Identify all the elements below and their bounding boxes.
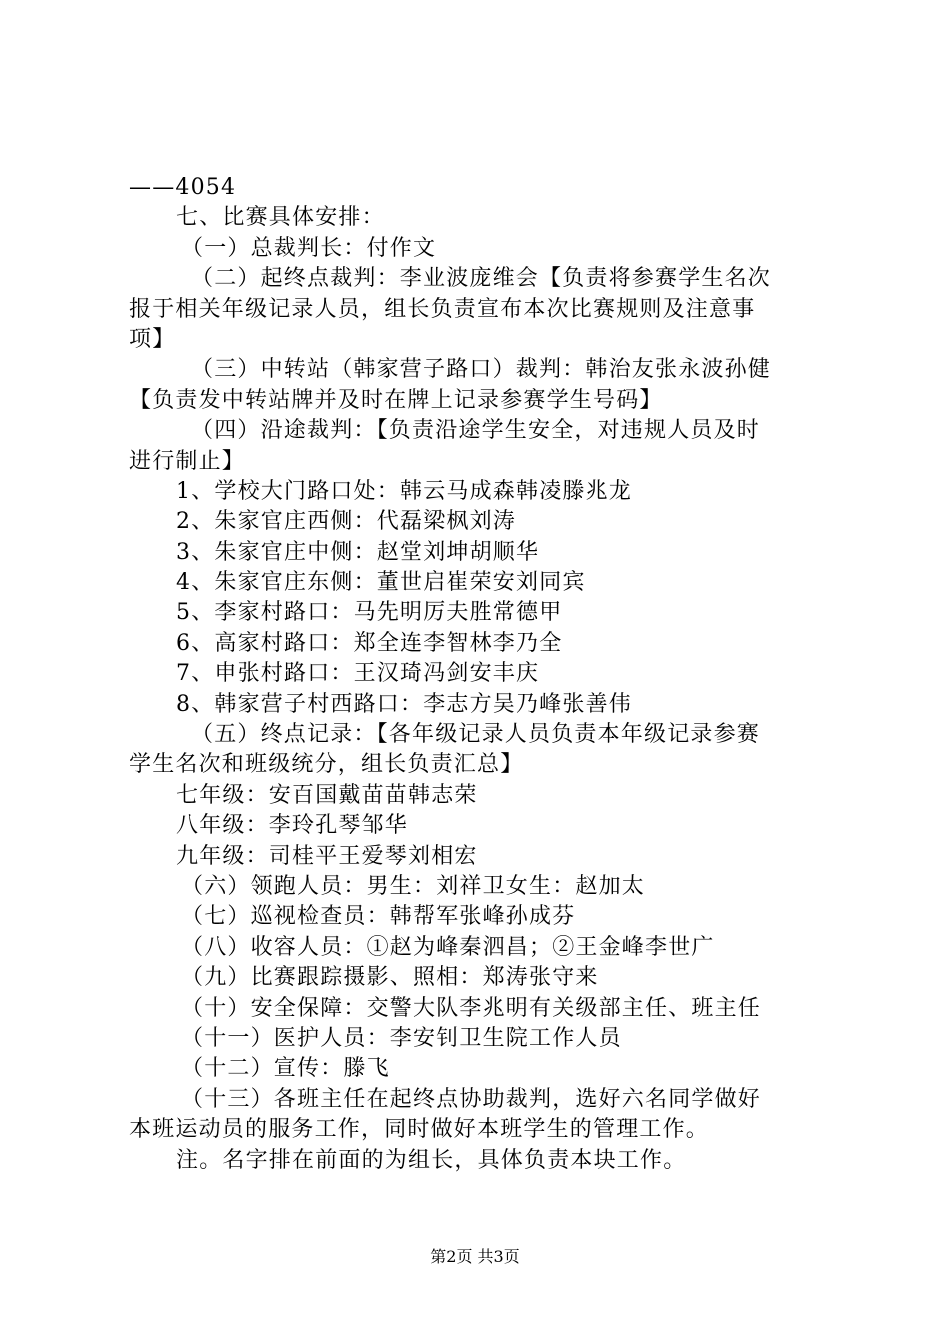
section-heading: 七、比赛具体安排： <box>176 205 385 231</box>
text-line: 报于相关年级记录人员，组长负责宣布本次比赛规则及注意事 <box>129 296 756 322</box>
text-line: 【负责发中转站牌并及时在牌上记录参赛学生号码】 <box>129 387 663 413</box>
list-item: 7、申张村路口：王汉琦冯剑安丰庆 <box>176 661 540 687</box>
list-item: 九年级：司桂平王爱琴刘相宏 <box>176 843 478 869</box>
text-line: （三）中转站（韩家营子路口）裁判：韩治友张永波孙健 <box>191 357 772 383</box>
text-line: （六）领跑人员：男生：刘祥卫女生：赵加太 <box>181 873 646 899</box>
list-item: 4、朱家官庄东侧：董世启崔荣安刘同宾 <box>176 570 586 596</box>
note-line: 注。名字排在前面的为组长，具体负责本块工作。 <box>176 1147 687 1173</box>
text-line: （十三）各班主任在起终点协助裁判，选好六名同学做好 <box>181 1086 762 1112</box>
list-item: 七年级：安百国戴苗苗韩志荣 <box>176 782 478 808</box>
text-line: （四）沿途裁判：【负责沿途学生安全，对违规人员及时 <box>191 418 761 444</box>
text-line: （十二）宣传：滕飞 <box>181 1056 390 1082</box>
text-line: （十一）医护人员：李安钊卫生院工作人员 <box>181 1025 622 1051</box>
text-line: 学生名次和班级统分，组长负责汇总】 <box>129 752 524 778</box>
list-item: 8、韩家营子村西路口：李志方吴乃峰张善伟 <box>176 691 632 717</box>
list-item: 6、高家村路口：郑全连李智林李乃全 <box>176 630 563 656</box>
text-line: 项】 <box>129 326 176 352</box>
list-item: 八年级：李玲孔琴邹华 <box>176 813 409 839</box>
text-line: （八）收容人员：①赵为峰秦泗昌；②王金峰李世广 <box>181 934 715 960</box>
text-line: （五）终点记录：【各年级记录人员负责本年级记录参赛 <box>191 722 761 748</box>
text-line: （七）巡视检查员：韩帮军张峰孙成芬 <box>181 904 576 930</box>
list-item: 3、朱家官庄中侧：赵堂刘坤胡顺华 <box>176 539 540 565</box>
text-line: （一）总裁判长：付作文 <box>181 235 437 261</box>
text-line: （二）起终点裁判：李业波庞维会【负责将参赛学生名次 <box>191 266 772 292</box>
text-line: （九）比赛跟踪摄影、照相：郑涛张守来 <box>181 965 599 991</box>
text-line: 本班运动员的服务工作，同时做好本班学生的管理工作。 <box>129 1117 710 1143</box>
list-item: 5、李家村路口：马先明厉夫胜常德甲 <box>176 600 563 626</box>
list-item: 2、朱家官庄西侧：代磊梁枫刘涛 <box>176 509 516 535</box>
text-line: 进行制止】 <box>129 448 246 474</box>
text-line: ——4054 <box>129 175 237 200</box>
page-number-footer: 第2页 共3页 <box>430 1247 520 1266</box>
text-line: （十）安全保障：交警大队李兆明有关级部主任、班主任 <box>181 995 762 1021</box>
document-body <box>129 173 829 1176</box>
list-item: 1、学校大门路口处：韩云马成森韩凌滕兆龙 <box>176 478 632 504</box>
